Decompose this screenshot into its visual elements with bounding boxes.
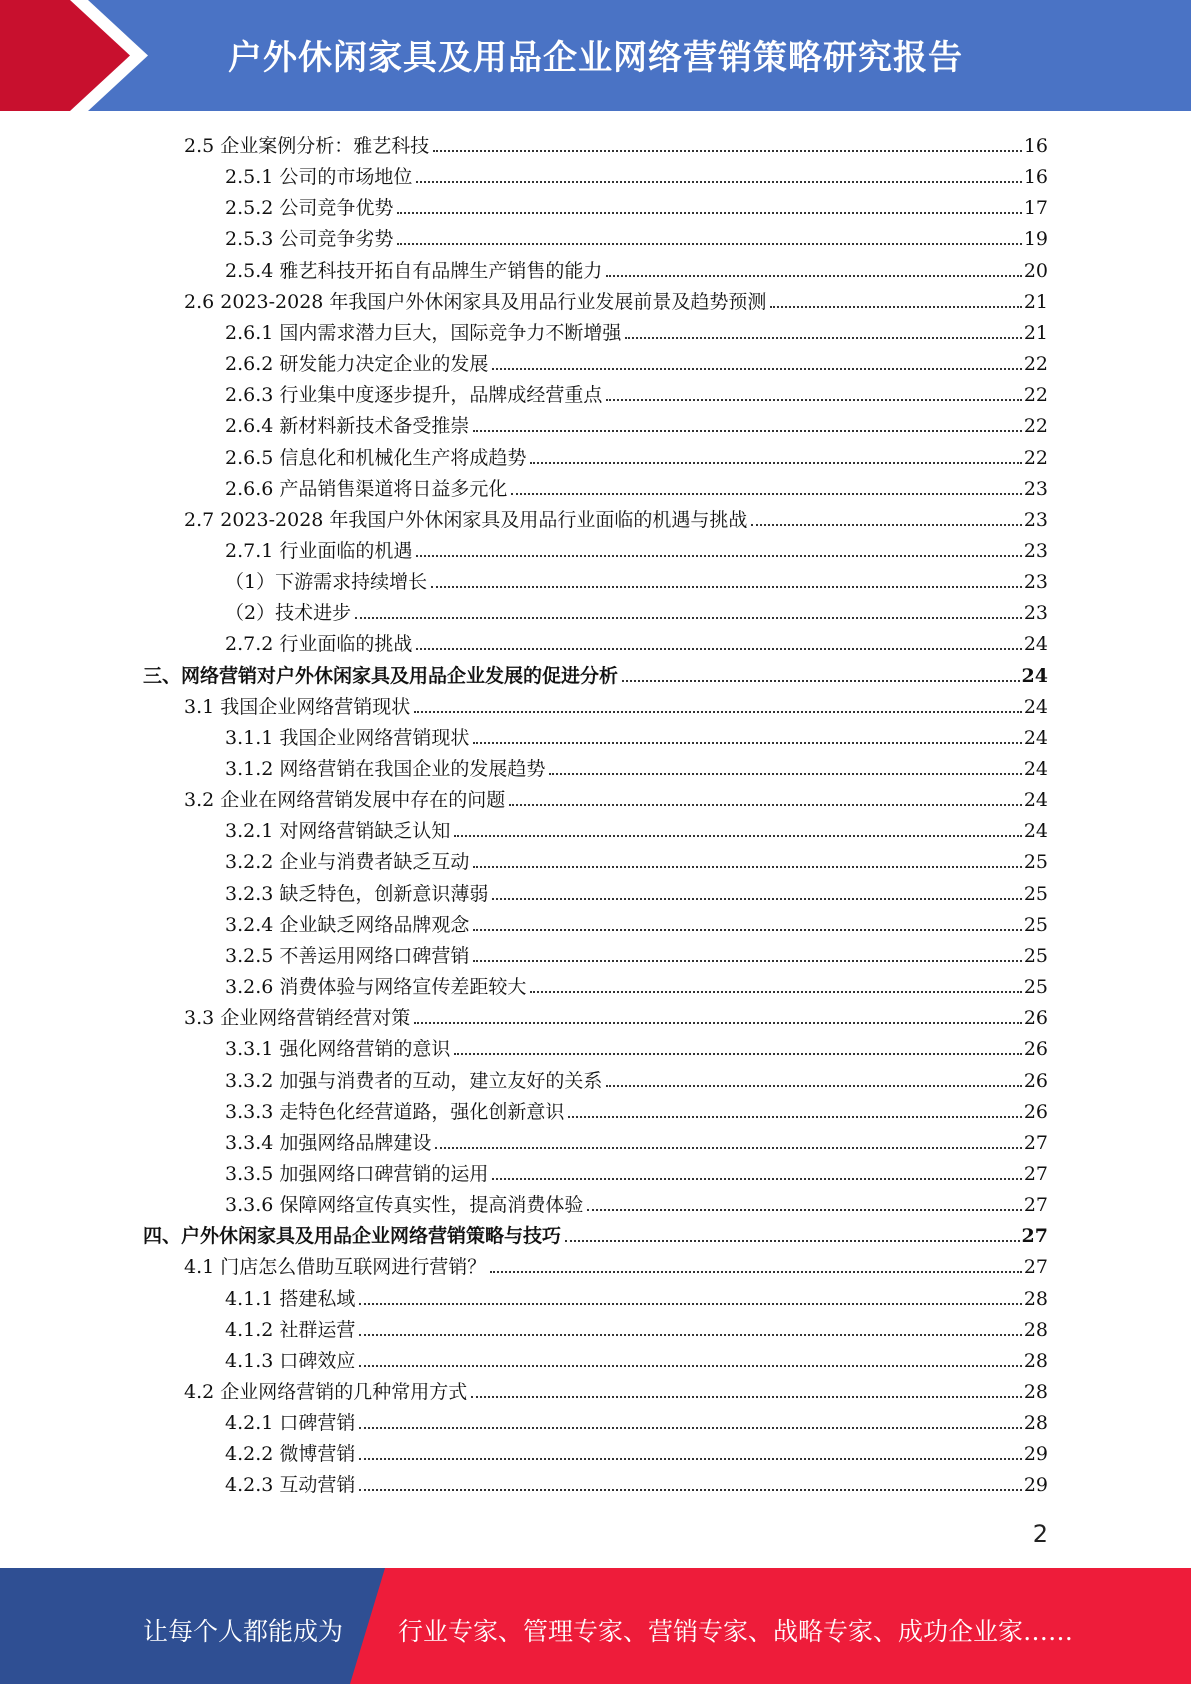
toc-entry-page: 25 bbox=[1023, 851, 1048, 874]
toc-dot-leader bbox=[473, 929, 1021, 931]
toc-dot-leader bbox=[416, 648, 1021, 650]
toc-entry[interactable] bbox=[225, 1093, 1048, 1124]
toc-dot-leader bbox=[606, 1085, 1021, 1087]
toc-entry-label: 3.2 企业在网络营销发展中存在的问题 bbox=[184, 789, 506, 812]
toc-entry-page: 27 bbox=[1023, 1162, 1048, 1185]
toc-entry-page: 23 bbox=[1023, 571, 1048, 594]
toc-dot-leader bbox=[606, 275, 1021, 277]
toc-entry-label: 2.6 2023-2028 年我国户外休闲家具及用品行业发展前景及趋势预测 bbox=[184, 290, 767, 313]
toc-entry[interactable] bbox=[225, 345, 1048, 376]
toc-entry[interactable] bbox=[225, 1435, 1048, 1466]
toc-entry-page: 26 bbox=[1023, 1038, 1048, 1061]
toc-entry-page: 28 bbox=[1023, 1287, 1048, 1310]
toc-entry-page: 22 bbox=[1023, 446, 1048, 469]
toc-dot-leader bbox=[359, 1334, 1021, 1336]
toc-entry-page: 28 bbox=[1023, 1381, 1048, 1403]
toc-entry-page: 25 bbox=[1023, 882, 1048, 905]
toc-entry-label: 2.6.4 新材料新技术备受推崇 bbox=[225, 415, 470, 438]
toc-entry-label: 2.5.2 公司竞争优势 bbox=[225, 197, 394, 220]
toc-entry[interactable] bbox=[225, 1155, 1048, 1186]
toc-dot-leader bbox=[397, 243, 1021, 245]
toc-dot-leader bbox=[397, 212, 1021, 214]
toc-entry[interactable] bbox=[184, 283, 1048, 314]
toc-entry[interactable] bbox=[225, 1124, 1048, 1155]
toc-entry[interactable] bbox=[225, 594, 1048, 625]
toc-entry-page: 21 bbox=[1023, 290, 1048, 313]
toc-entry-label: 3.2.3 缺乏特色，创新意识薄弱 bbox=[225, 882, 489, 905]
toc-dot-leader bbox=[549, 773, 1021, 775]
toc-entry-label: 4.2.1 口碑营销 bbox=[225, 1412, 356, 1435]
toc-entry[interactable] bbox=[225, 906, 1048, 937]
toc-dot-leader bbox=[431, 586, 1022, 588]
toc-dot-leader bbox=[454, 835, 1021, 837]
toc-entry-label: 3.2.5 不善运用网络口碑营销 bbox=[225, 944, 470, 967]
toc-entry-page: 29 bbox=[1023, 1443, 1048, 1466]
toc-entry-page: 24 bbox=[1023, 758, 1048, 780]
toc-dot-leader bbox=[565, 1240, 1020, 1242]
report-title: 户外休闲家具及用品企业网络营销策略研究报告 bbox=[228, 38, 963, 78]
header-chevron-icon bbox=[0, 0, 160, 111]
toc-entry-label: 3.3.6 保障网络宣传真实性，提高消费体验 bbox=[225, 1194, 584, 1217]
toc-entry-label: 2.7.2 行业面临的挑战 bbox=[225, 633, 413, 656]
toc-entry[interactable] bbox=[225, 252, 1048, 283]
page-footer bbox=[0, 1568, 1191, 1684]
toc-entry-page: 24 bbox=[1023, 695, 1048, 718]
toc-entry[interactable] bbox=[225, 1186, 1048, 1217]
toc-dot-leader bbox=[416, 181, 1021, 183]
toc-dot-leader bbox=[492, 1178, 1021, 1180]
toc-entry[interactable] bbox=[225, 937, 1048, 968]
toc-dot-leader bbox=[509, 804, 1022, 806]
toc-entry[interactable] bbox=[225, 1311, 1048, 1342]
toc-dot-leader bbox=[530, 462, 1021, 464]
toc-entry[interactable] bbox=[143, 657, 1048, 688]
toc-entry[interactable] bbox=[143, 1217, 1048, 1248]
toc-entry-label: 2.6.2 研发能力决定企业的发展 bbox=[225, 353, 489, 376]
toc-entry-label: 四、户外休闲家具及用品企业网络营销策略与技巧 bbox=[143, 1225, 562, 1248]
toc-entry-page: 28 bbox=[1023, 1318, 1048, 1341]
toc-entry-page: 26 bbox=[1023, 1100, 1048, 1123]
toc-dot-leader bbox=[359, 1303, 1021, 1305]
toc-entry[interactable] bbox=[225, 750, 1048, 781]
toc-entry-page: 24 bbox=[1023, 633, 1048, 656]
toc-entry-page: 20 bbox=[1023, 259, 1048, 282]
toc-entry-label: 2.6.1 国内需求潜力巨大，国际竞争力不断增强 bbox=[225, 321, 622, 344]
toc-entry-page: 23 bbox=[1023, 539, 1048, 562]
toc-entry-label: 2.6.6 产品销售渠道将日益多元化 bbox=[225, 477, 508, 500]
toc-entry-label: 3.2.6 消费体验与网络宣传差距较大 bbox=[225, 976, 527, 999]
toc-dot-leader bbox=[492, 368, 1021, 370]
toc-entry-page: 27 bbox=[1023, 1194, 1048, 1217]
toc-dot-leader bbox=[359, 1365, 1021, 1367]
toc-entry-label: 3.3.1 强化网络营销的意识 bbox=[225, 1038, 451, 1061]
toc-dot-leader bbox=[490, 1271, 1022, 1273]
toc-dot-leader bbox=[751, 524, 1021, 526]
toc-dot-leader bbox=[435, 1147, 1021, 1149]
toc-dot-leader bbox=[355, 617, 1022, 619]
toc-entry[interactable] bbox=[225, 563, 1048, 594]
toc-entry-label: 3.3.3 走特色化经营道路，强化创新意识 bbox=[225, 1100, 565, 1123]
toc-entry-page: 22 bbox=[1023, 384, 1048, 407]
toc-entry-page: 25 bbox=[1023, 944, 1048, 967]
toc-dot-leader bbox=[622, 680, 1020, 682]
toc-dot-leader bbox=[492, 898, 1021, 900]
toc-entry-label: 3.3.5 加强网络口碑营销的运用 bbox=[225, 1162, 489, 1185]
toc-entry-page: 23 bbox=[1023, 602, 1048, 625]
toc-entry[interactable] bbox=[225, 532, 1048, 563]
toc-entry-page: 16 bbox=[1023, 166, 1048, 189]
toc-entry[interactable] bbox=[225, 158, 1048, 189]
toc-entry[interactable] bbox=[225, 470, 1048, 501]
toc-entry-label: 3.1.2 网络营销在我国企业的发展趋势 bbox=[225, 758, 546, 780]
toc-dot-leader bbox=[473, 866, 1021, 868]
footer-slogan-left: 让每个人都能成为 bbox=[143, 1617, 344, 1646]
toc-dot-leader bbox=[414, 711, 1022, 713]
toc-dot-leader bbox=[770, 306, 1021, 308]
toc-entry[interactable] bbox=[225, 968, 1048, 999]
toc-entry-label: 三、网络营销对户外休闲家具及用品企业发展的促进分析 bbox=[143, 664, 619, 687]
toc-dot-leader bbox=[511, 493, 1021, 495]
toc-entry-label: 3.1.1 我国企业网络营销现状 bbox=[225, 726, 470, 749]
toc-dot-leader bbox=[473, 960, 1021, 962]
toc-entry-label: 4.1 门店怎么借助互联网进行营销？ bbox=[184, 1256, 487, 1279]
toc-dot-leader bbox=[433, 150, 1022, 152]
toc-entry-page: 24 bbox=[1021, 664, 1048, 687]
toc-entry-page: 29 bbox=[1023, 1474, 1048, 1497]
toc-entry[interactable] bbox=[225, 625, 1048, 656]
toc-entry-page: 19 bbox=[1023, 228, 1048, 251]
toc-entry[interactable] bbox=[184, 688, 1048, 719]
toc-entry[interactable] bbox=[225, 875, 1048, 906]
toc-entry-label: 2.6.5 信息化和机械化生产将成趋势 bbox=[225, 446, 527, 469]
toc-entry-page: 23 bbox=[1023, 477, 1048, 500]
toc-dot-leader bbox=[473, 742, 1021, 744]
toc-entry-label: 4.1.3 口碑效应 bbox=[225, 1349, 356, 1372]
toc-entry-label: 3.2.1 对网络营销缺乏认知 bbox=[225, 820, 451, 843]
toc-entry[interactable] bbox=[184, 1373, 1048, 1404]
toc-dot-leader bbox=[568, 1116, 1021, 1118]
toc-entry-label: 4.2 企业网络营销的几种常用方式 bbox=[184, 1381, 468, 1403]
toc-dot-leader bbox=[359, 1427, 1021, 1429]
footer-slogan-right: 行业专家、管理专家、营销专家、战略专家、成功企业家…… bbox=[398, 1617, 1074, 1646]
toc-entry[interactable] bbox=[225, 1404, 1048, 1435]
toc-entry-label: 2.7.1 行业面临的机遇 bbox=[225, 539, 413, 562]
toc-entry-page: 28 bbox=[1023, 1349, 1048, 1372]
toc-entry-label: 2.7 2023-2028 年我国户外休闲家具及用品行业面临的机遇与挑战 bbox=[184, 508, 748, 531]
toc-entry-label: 3.2.4 企业缺乏网络品牌观念 bbox=[225, 913, 470, 936]
toc-dot-leader bbox=[587, 1209, 1021, 1211]
toc-dot-leader bbox=[359, 1489, 1021, 1491]
toc-entry-label: 2.6.3 行业集中度逐步提升，品牌成经营重点 bbox=[225, 384, 603, 407]
toc-entry[interactable] bbox=[184, 999, 1048, 1030]
toc-entry-page: 26 bbox=[1023, 1069, 1048, 1092]
toc-entry[interactable] bbox=[225, 1466, 1048, 1497]
toc-entry[interactable] bbox=[225, 407, 1048, 438]
toc-dot-leader bbox=[473, 430, 1021, 432]
toc-entry[interactable] bbox=[225, 439, 1048, 470]
toc-entry-label: 2.5.3 公司竞争劣势 bbox=[225, 228, 394, 251]
toc-entry-label: （2）技术进步 bbox=[225, 602, 352, 625]
toc-entry[interactable] bbox=[225, 314, 1048, 345]
toc-entry-page: 16 bbox=[1023, 135, 1048, 157]
toc-dot-leader bbox=[606, 399, 1021, 401]
toc-entry-label: 4.1.1 搭建私域 bbox=[225, 1287, 356, 1310]
toc-entry[interactable] bbox=[225, 719, 1048, 750]
toc-entry-label: 3.3.2 加强与消费者的互动，建立友好的关系 bbox=[225, 1069, 603, 1092]
toc-entry-page: 23 bbox=[1023, 508, 1048, 531]
toc-dot-leader bbox=[414, 1022, 1022, 1024]
toc-entry-label: 3.1 我国企业网络营销现状 bbox=[184, 695, 411, 718]
page-number: 2 bbox=[1032, 1520, 1048, 1548]
toc-entry-label: 4.1.2 社群运营 bbox=[225, 1318, 356, 1341]
toc-entry-page: 27 bbox=[1021, 1225, 1048, 1248]
toc-entry[interactable] bbox=[225, 812, 1048, 843]
toc-entry-page: 24 bbox=[1023, 789, 1048, 812]
toc-entry-label: 4.2.2 微博营销 bbox=[225, 1443, 356, 1466]
toc-entry-page: 24 bbox=[1023, 820, 1048, 843]
toc-entry[interactable] bbox=[184, 781, 1048, 812]
toc-entry-page: 22 bbox=[1023, 353, 1048, 376]
toc-entry-page: 21 bbox=[1023, 321, 1048, 344]
toc-dot-leader bbox=[416, 555, 1021, 557]
toc-entry-page: 27 bbox=[1023, 1256, 1048, 1279]
toc-entry-label: 2.5.4 雅艺科技开拓自有品牌生产销售的能力 bbox=[225, 259, 603, 282]
toc-entry[interactable] bbox=[184, 127, 1048, 158]
toc-entry[interactable] bbox=[225, 1342, 1048, 1373]
toc-entry[interactable] bbox=[225, 220, 1048, 251]
toc-entry-label: （1）下游需求持续增长 bbox=[225, 571, 428, 594]
toc-entry-page: 22 bbox=[1023, 415, 1048, 438]
toc-entry-page: 25 bbox=[1023, 913, 1048, 936]
toc-entry-page: 28 bbox=[1023, 1412, 1048, 1435]
toc-entry-page: 17 bbox=[1023, 197, 1048, 220]
toc-dot-leader bbox=[359, 1458, 1021, 1460]
toc-entry-label: 2.5 企业案例分析：雅艺科技 bbox=[184, 135, 430, 157]
toc-entry-page: 27 bbox=[1023, 1131, 1048, 1154]
toc-entry[interactable] bbox=[225, 376, 1048, 407]
toc-entry[interactable] bbox=[225, 843, 1048, 874]
toc-entry-label: 4.2.3 互动营销 bbox=[225, 1474, 356, 1497]
toc-entry-label: 3.2.2 企业与消费者缺乏互动 bbox=[225, 851, 470, 874]
toc-dot-leader bbox=[471, 1396, 1022, 1398]
page-header bbox=[0, 0, 1191, 111]
toc-entry-label: 3.3.4 加强网络品牌建设 bbox=[225, 1131, 432, 1154]
toc-entry[interactable] bbox=[184, 501, 1048, 532]
toc-entry-page: 26 bbox=[1023, 1007, 1048, 1030]
toc-entry-label: 3.3 企业网络营销经营对策 bbox=[184, 1007, 411, 1030]
toc-dot-leader bbox=[530, 991, 1021, 993]
toc-entry[interactable] bbox=[225, 1030, 1048, 1061]
toc-entry-page: 24 bbox=[1023, 726, 1048, 749]
toc-entry[interactable] bbox=[184, 1248, 1048, 1279]
toc-dot-leader bbox=[454, 1053, 1021, 1055]
toc-entry[interactable] bbox=[225, 189, 1048, 220]
toc-entry-label: 2.5.1 公司的市场地位 bbox=[225, 166, 413, 189]
toc-entry-page: 25 bbox=[1023, 976, 1048, 999]
toc-entry[interactable] bbox=[225, 1062, 1048, 1093]
toc-entry[interactable] bbox=[225, 1280, 1048, 1311]
toc-dot-leader bbox=[625, 337, 1021, 339]
